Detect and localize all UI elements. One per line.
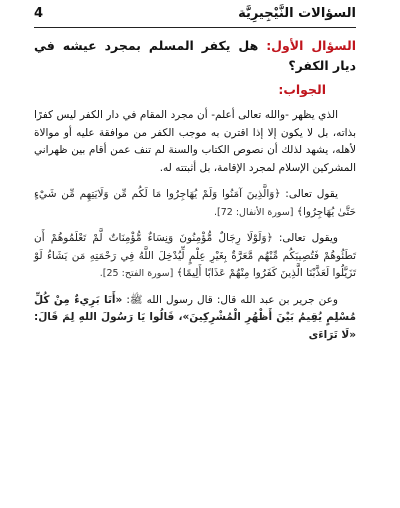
header-rule bbox=[34, 27, 356, 28]
paragraph-2-quran-quote: ﴿وَالَّذِينَ آمَنُوا وَلَمْ يُهَاجِرُوا مَا لَكُم مِّن وَلَايَتِهِم مِّن شَيْءٍ حَتَّىٰ يُهَاجِرُوا﴾ bbox=[34, 188, 356, 218]
paragraph-4 bbox=[34, 292, 356, 345]
question-text: هل يكفر المسلم بمجرد عيشه في ديار الكفر؟ bbox=[34, 38, 356, 73]
paragraph-4-intro: وعن جرير بن عبد الله قال: قال رسول الله ﷺ: bbox=[126, 293, 338, 306]
page-number: 4 bbox=[34, 6, 44, 21]
page-body bbox=[34, 36, 356, 353]
page-header bbox=[34, 6, 356, 28]
answer-label: الجواب: bbox=[278, 82, 326, 97]
paragraph-3-quran-quote: ﴿وَلَوْلَا رِجَالٌ مُّؤْمِنُونَ وَنِسَاءٌ مُّؤْمِنَاتٌ لَّمْ تَعْلَمُوهُمْ أَن تَطَئُوهُمْ فَتُصِيبَكُم مِّنْهُم مَّعَرَّةٌ بِغَيْرِ عِلْمٍ لِّيُدْخِلَ اللَّهُ فِي رَحْمَتِهِ مَن يَشَاءُ لَوْ تَزَيَّلُوا لَعَذَّبْنَا الَّذِينَ كَفَرُوا مِنْهُمْ عَذَابًا أَلِيمًا﴾ bbox=[34, 232, 356, 279]
question-label: السؤال الأول: bbox=[266, 38, 356, 53]
paragraph-2-reference: [سورة الأنفال: 72]. bbox=[214, 206, 294, 218]
paragraph-2-intro: يقول تعالى: bbox=[285, 188, 338, 200]
running-title: السؤالات النَّيْجِيرِيَّة bbox=[238, 6, 356, 21]
paragraph-3-intro: ويقول تعالى: bbox=[278, 232, 338, 244]
paragraph-4-hadith-quote: «أَنَا بَرِيءٌ مِنْ كُلِّ مُسْلِمٍ يُقِيمُ بَيْنَ أَظْهُرِ الْمُشْرِكِينَ»، قَالُوا يَا رَسُولَ اللهِ لِمَ قَالَ: «لَا تَرَاءَى bbox=[34, 293, 356, 341]
paragraph-3-reference: [سورة الفتح: 25]. bbox=[99, 268, 174, 279]
question-heading bbox=[34, 36, 356, 76]
paragraph-1-text: الذي يظهر -والله تعالى أعلم- أن مجرد المقام في دار الكفر ليس كفرًا بذاته، بل لا يكون إلا إذا اقترن به موجب الكفر من موافقة عليه أو موالاة لأهله، يشهد لذلك أن نصوص الكتاب والسنة لم تنف عمن أقام بين ظهراني المشركين الإسلام لمجرد الإقامة، بل أثبتته له. bbox=[34, 109, 356, 174]
paragraph-2 bbox=[34, 186, 356, 221]
paragraph-3 bbox=[34, 230, 356, 283]
paragraph-1 bbox=[34, 107, 356, 177]
